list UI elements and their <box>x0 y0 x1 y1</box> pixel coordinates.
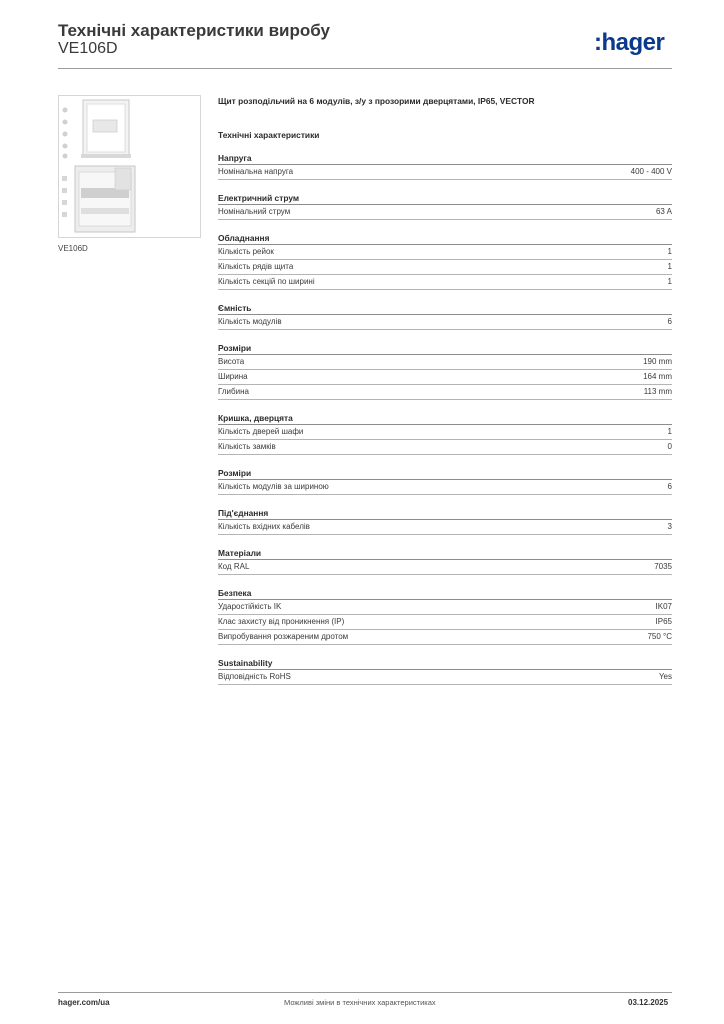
spec-label: Відповідність RoHS <box>218 672 291 681</box>
spec-group-title: Розміри <box>218 342 672 355</box>
spec-group <box>218 587 672 645</box>
spec-row <box>218 275 672 290</box>
spec-label: Кількість модулів <box>218 317 282 326</box>
spec-group <box>218 507 672 535</box>
spec-value: 6 <box>667 482 672 491</box>
footer-notice: Можливі зміни в технічних характеристиках <box>284 998 436 1007</box>
page-title: Технічні характеристики виробу <box>58 21 330 40</box>
spec-value: 63 A <box>655 207 672 216</box>
spec-label: Клас захисту від проникнення (IP) <box>218 617 345 626</box>
spec-row <box>218 600 672 615</box>
spec-row <box>218 315 672 330</box>
spec-group-title: Під'єднання <box>218 507 672 520</box>
spec-label: Кількість замків <box>218 442 276 451</box>
spec-table <box>218 152 672 697</box>
spec-label: Кількість вхідних кабелів <box>218 522 310 531</box>
product-image-caption: VE106D <box>58 244 88 253</box>
spec-group <box>218 467 672 495</box>
spec-value: 0 <box>667 442 672 451</box>
spec-label: Код RAL <box>218 562 250 571</box>
spec-group <box>218 192 672 220</box>
spec-row <box>218 480 672 495</box>
specs-heading: Технічні характеристики <box>218 130 320 140</box>
spec-label: Випробування розжареним дротом <box>218 632 349 641</box>
spec-value: 164 mm <box>643 372 672 381</box>
spec-group <box>218 412 672 455</box>
spec-row <box>218 355 672 370</box>
spec-value: Yes <box>658 672 672 681</box>
spec-value: 6 <box>667 317 672 326</box>
spec-group-title: Обладнання <box>218 232 672 245</box>
spec-label: Кількість дверей шафи <box>218 427 304 436</box>
spec-value: 750 °C <box>647 632 672 641</box>
spec-row <box>218 370 672 385</box>
spec-label: Висота <box>218 357 245 366</box>
spec-group <box>218 657 672 685</box>
product-description: Щит розподільчий на 6 модулів, з/у з прозорими дверцятами, IP65, VECTOR <box>218 96 535 106</box>
spec-label: Ширина <box>218 372 248 381</box>
footer-website: hager.com/ua <box>58 998 110 1007</box>
spec-label: Ударостійкість IK <box>218 602 282 611</box>
spec-group-title: Кришка, дверцята <box>218 412 672 425</box>
spec-row <box>218 165 672 180</box>
spec-group-title: Розміри <box>218 467 672 480</box>
spec-group <box>218 302 672 330</box>
spec-value: 400 - 400 V <box>630 167 672 176</box>
spec-label: Кількість рядів щита <box>218 262 294 271</box>
footer-date: 03.12.2025 <box>628 998 669 1007</box>
spec-label: Глибина <box>218 387 249 396</box>
spec-value: 1 <box>667 427 672 436</box>
spec-value: 190 mm <box>643 357 672 366</box>
spec-label: Номінальний струм <box>218 207 291 216</box>
spec-group <box>218 342 672 400</box>
spec-group-title: Електричний струм <box>218 192 672 205</box>
spec-label: Номінальна напруга <box>218 167 294 176</box>
spec-group <box>218 547 672 575</box>
spec-value: IK07 <box>655 602 672 611</box>
spec-label: Кількість рейок <box>218 247 274 256</box>
spec-row <box>218 205 672 220</box>
spec-row <box>218 245 672 260</box>
spec-row <box>218 520 672 535</box>
spec-value: 3 <box>667 522 672 531</box>
spec-value: 1 <box>667 277 672 286</box>
product-code: VE106D <box>58 40 118 57</box>
spec-group <box>218 232 672 290</box>
spec-group-title: Безпека <box>218 587 672 600</box>
spec-row <box>218 260 672 275</box>
footer-divider <box>58 992 672 993</box>
spec-row <box>218 425 672 440</box>
product-image <box>58 95 201 238</box>
spec-value: 1 <box>667 262 672 271</box>
spec-row <box>218 560 672 575</box>
spec-row <box>218 615 672 630</box>
spec-label: Кількість секцій по ширині <box>218 277 315 286</box>
spec-group-title: Напруга <box>218 152 672 165</box>
spec-group-title: Матеріали <box>218 547 672 560</box>
spec-value: 1 <box>667 247 672 256</box>
spec-row <box>218 440 672 455</box>
spec-row <box>218 385 672 400</box>
hager-logo: :hager <box>594 29 665 56</box>
spec-label: Кількість модулів за шириною <box>218 482 329 491</box>
spec-value: 113 mm <box>643 387 672 396</box>
header-divider <box>58 68 672 69</box>
spec-group-title: Ємність <box>218 302 672 315</box>
spec-value: 7035 <box>654 562 672 571</box>
spec-value: IP65 <box>655 617 672 626</box>
spec-group-title: Sustainability <box>218 657 672 670</box>
spec-group <box>218 152 672 180</box>
spec-row <box>218 670 672 685</box>
spec-row <box>218 630 672 645</box>
